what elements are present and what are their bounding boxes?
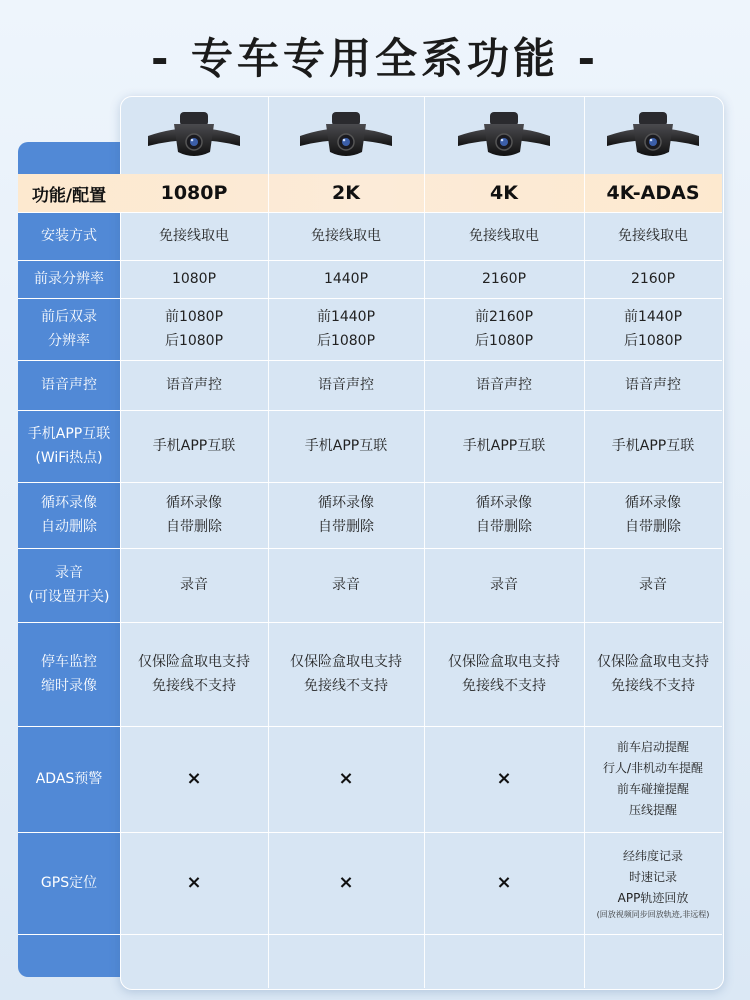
table-cell xyxy=(268,298,424,360)
table-cell xyxy=(584,260,722,298)
table-cell xyxy=(268,832,424,934)
cell-value: 免接线不支持 xyxy=(611,678,695,694)
cell-value: 语音声控 xyxy=(625,377,681,393)
table-cell xyxy=(268,212,424,260)
dashcam-icon xyxy=(605,106,701,168)
feature-label-line: 前后双录 xyxy=(41,309,97,325)
cell-value: 压线提醒 xyxy=(628,803,677,817)
cell-value: 仅保险盒取电支持 xyxy=(448,654,560,670)
feature-label-line: 安装方式 xyxy=(41,228,97,244)
feature-label-line: 循环录像 xyxy=(41,495,97,511)
table-cell xyxy=(584,482,722,548)
cell-value: 语音声控 xyxy=(166,377,222,393)
table-cell xyxy=(120,298,268,360)
cell-value: 后1080P xyxy=(164,333,224,349)
feature-label xyxy=(18,832,120,934)
cell-value: 手机APP互联 xyxy=(304,438,388,454)
table-cell xyxy=(424,410,584,482)
cell-value: 手机APP互联 xyxy=(152,438,236,454)
table-cell xyxy=(268,482,424,548)
cell-value: 1440P xyxy=(323,271,369,287)
header-label: 功能/配置 xyxy=(31,185,107,206)
table-cell xyxy=(120,482,268,548)
feature-label xyxy=(18,726,120,832)
model-header-4k: 4K xyxy=(490,182,518,204)
cell-value: 前1080P xyxy=(164,309,224,325)
cross-icon: × xyxy=(338,768,354,789)
table-cell xyxy=(120,622,268,726)
feature-label-line: 录音 xyxy=(55,565,83,581)
feature-label xyxy=(18,482,120,548)
feature-label xyxy=(18,212,120,260)
cell-value: 前1440P xyxy=(623,309,683,325)
cross-icon: × xyxy=(186,768,202,789)
table-cell xyxy=(584,622,722,726)
table-cell xyxy=(584,726,722,832)
cell-value: 后1080P xyxy=(474,333,534,349)
table-cell xyxy=(584,548,722,622)
feature-label-line: 语音声控 xyxy=(41,377,97,393)
table-cell xyxy=(584,212,722,260)
cell-value: APP轨迹回放 xyxy=(617,890,689,905)
cell-value: 免接线取电 xyxy=(159,228,229,244)
cell-value: 后1080P xyxy=(316,333,376,349)
table-cell xyxy=(120,548,268,622)
cell-value: 自带删除 xyxy=(476,519,532,535)
feature-label xyxy=(18,410,120,482)
feature-label xyxy=(18,548,120,622)
table-cell xyxy=(268,622,424,726)
table-cell xyxy=(424,260,584,298)
table-cell xyxy=(268,726,424,832)
cell-value: 1080P xyxy=(171,271,217,287)
page-title: - 专车专用全系功能 - xyxy=(150,34,600,83)
cell-value: 仅保险盒取电支持 xyxy=(290,654,402,670)
table-cell xyxy=(584,298,722,360)
cell-value: 手机APP互联 xyxy=(462,438,546,454)
table-cell xyxy=(424,726,584,832)
table-cell xyxy=(268,360,424,410)
table-cell xyxy=(268,548,424,622)
cell-value: 时速记录 xyxy=(628,869,677,884)
cross-icon: × xyxy=(338,872,354,893)
gps-note: (回放视频同步回放轨迹,非远程) xyxy=(596,909,710,919)
table-cell xyxy=(424,832,584,934)
cell-value: 前2160P xyxy=(474,309,534,325)
cell-value: 循环录像 xyxy=(166,495,222,511)
model-header-1080p: 1080P xyxy=(160,182,228,204)
cell-value: 仅保险盒取电支持 xyxy=(597,654,709,670)
table-cell xyxy=(268,410,424,482)
feature-label-line: ADAS预警 xyxy=(35,771,103,787)
dashcam-icon xyxy=(456,106,552,168)
model-header-2k: 2K xyxy=(332,182,360,204)
table-cell xyxy=(424,482,584,548)
cell-value: 免接线不支持 xyxy=(462,678,546,694)
table-cell xyxy=(120,212,268,260)
feature-label-line: (可设置开关) xyxy=(28,589,110,605)
table-cell xyxy=(424,298,584,360)
dashcam-icon xyxy=(298,106,394,168)
cell-value: 自带删除 xyxy=(318,519,374,535)
table-cell xyxy=(424,212,584,260)
table-cell xyxy=(120,360,268,410)
table-cell xyxy=(584,410,722,482)
feature-label-line: 分辨率 xyxy=(48,333,90,349)
cell-value: 仅保险盒取电支持 xyxy=(138,654,250,670)
feature-label-line: 自动删除 xyxy=(41,519,97,535)
cell-value: 语音声控 xyxy=(318,377,374,393)
cell-value: 录音 xyxy=(639,577,667,593)
cell-value: 前车启动提醒 xyxy=(616,740,689,754)
cell-value: 经纬度记录 xyxy=(622,848,683,863)
cell-value: 2160P xyxy=(481,271,527,287)
cell-value: 循环录像 xyxy=(318,495,374,511)
feature-label-line: GPS定位 xyxy=(40,875,98,891)
cell-value: 免接线取电 xyxy=(469,228,539,244)
cell-value: 后1080P xyxy=(623,333,683,349)
cross-icon: × xyxy=(186,872,202,893)
cell-value: 前1440P xyxy=(316,309,376,325)
cell-value: 免接线取电 xyxy=(618,228,688,244)
cell-value: 循环录像 xyxy=(625,495,681,511)
feature-label xyxy=(18,298,120,360)
cell-value: 行人/非机动车提醒 xyxy=(602,761,704,775)
cell-value: 语音声控 xyxy=(476,377,532,393)
feature-label xyxy=(18,360,120,410)
table-cell xyxy=(120,410,268,482)
table-cell xyxy=(424,360,584,410)
cell-value: 自带删除 xyxy=(166,519,222,535)
table-cell xyxy=(424,622,584,726)
cell-value: 前车碰撞提醒 xyxy=(616,782,689,796)
feature-label-line: 停车监控 xyxy=(41,654,97,670)
feature-label-line: 前录分辨率 xyxy=(34,271,104,287)
cross-icon: × xyxy=(496,872,512,893)
table-cell xyxy=(120,260,268,298)
feature-label-line: 缩时录像 xyxy=(41,678,97,694)
cell-value: 手机APP互联 xyxy=(611,438,695,454)
cell-value: 录音 xyxy=(332,577,360,593)
table-cell xyxy=(424,548,584,622)
table-cell xyxy=(120,726,268,832)
feature-label-line: 手机APP互联 xyxy=(27,426,111,442)
model-header-4k-adas: 4K-ADAS xyxy=(606,182,700,204)
cell-value: 自带删除 xyxy=(625,519,681,535)
dashcam-icon xyxy=(146,106,242,168)
row-divider xyxy=(18,934,722,935)
cell-value: 录音 xyxy=(180,577,208,593)
feature-label xyxy=(18,260,120,298)
table-cell xyxy=(268,260,424,298)
cell-value: 2160P xyxy=(630,271,676,287)
cell-value: 免接线不支持 xyxy=(304,678,388,694)
feature-label-line: (WiFi热点) xyxy=(35,450,103,466)
cross-icon: × xyxy=(496,768,512,789)
table-cell xyxy=(584,360,722,410)
table-cell xyxy=(120,832,268,934)
table-cell xyxy=(584,832,722,934)
cell-value: 免接线不支持 xyxy=(152,678,236,694)
feature-label xyxy=(18,622,120,726)
cell-value: 免接线取电 xyxy=(311,228,381,244)
cell-value: 录音 xyxy=(490,577,518,593)
cell-value: 循环录像 xyxy=(476,495,532,511)
